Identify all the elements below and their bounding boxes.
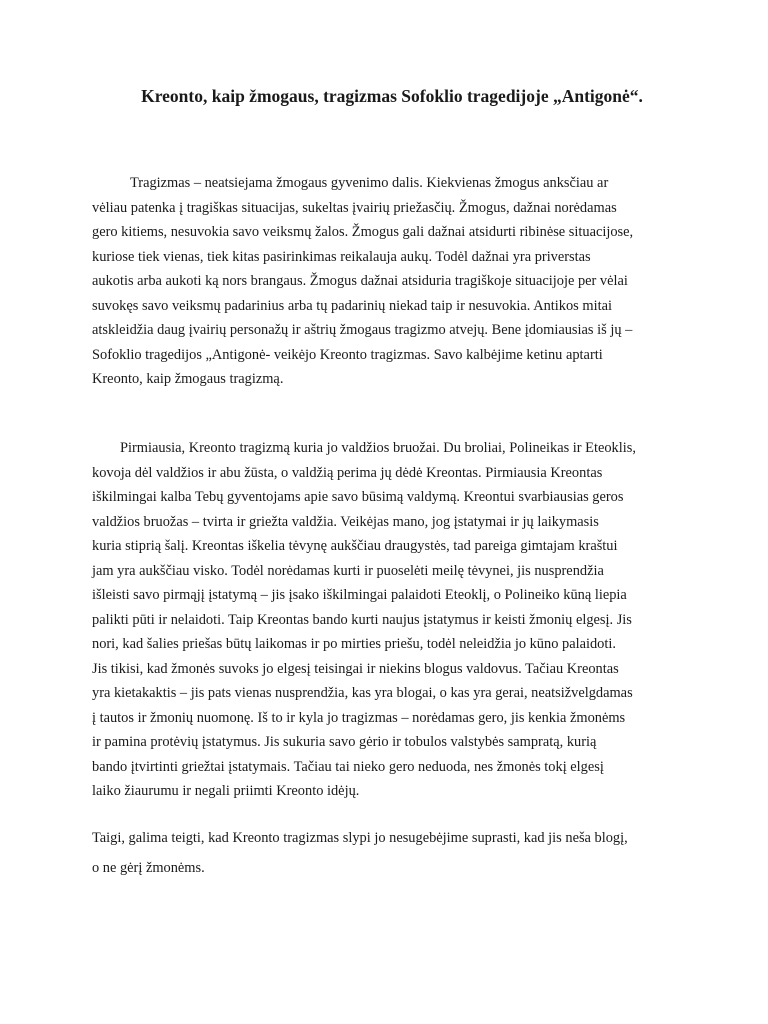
paragraph-body (92, 436, 682, 804)
paragraph-line: vėliau patenka į tragiškas situacijas, sukeltas įvairių priežasčių. Žmogus, dažnai norėdamas (92, 199, 617, 216)
paragraph-line: kuria stiprią šalį. Kreontas iškelia tėvynę aukščiau draugystės, tad pareiga gimtajam kraštui (92, 538, 618, 554)
paragraph-line: yra kietakaktis – jis pats vienas nusprendžia, kas yra blogai, o kas yra gerai, neatsižvelgdamas (92, 685, 633, 701)
paragraph-line: suvokęs savo veiksmų padarinius arba tų padarinių niekad taip ir nesuvokia. Antikos mitai (92, 297, 612, 314)
paragraph-line: atskleidžia daug įvairių personažų ir aštrių žmogaus tragizmo atvejų. Bene įdomiausias iš jų – (92, 322, 633, 338)
paragraph-line: kovoja dėl valdžios ir abu žūsta, o valdžią perima jų dėdė Kreontas. Pirmiausia Kreontas (92, 464, 603, 481)
paragraph-line: palikti pūti ir nelaidoti. Taip Kreontas bando kurti naujus įstatymus ir keisti žmonių elgesį. Jis (92, 611, 632, 628)
paragraph-line: Jis tikisi, kad žmonės suvoks jo elgesį teisingai ir niekins blogus valdovus. Tačiau Kreontas (92, 660, 619, 677)
document-title: Kreonto, kaip žmogaus, tragizmas Sofoklio tragedijoje „Antigonė“. (141, 86, 643, 106)
paragraph-line: gero kitiems, nesuvokia savo veiksmų žalos. Žmogus gali dažnai atsidurti ribinėse situacijose, (92, 224, 634, 240)
paragraph-line: Kreonto, kaip žmogaus tragizmą. (92, 371, 284, 387)
paragraph-line: jam yra aukščiau visko. Todėl norėdamas kurti ir puoselėti meilę tėvynei, jis nusprendžia (92, 562, 604, 579)
paragraph-line: kuriose tiek vienas, tiek kitas pasirinkimas reikalauja aukų. Todėl dažnai yra priverstas (92, 248, 591, 265)
paragraph-line: į tautos ir žmonių nuomonę. Iš to ir kyla jo tragizmas – norėdamas gero, jis kenkia žmonėms (92, 709, 626, 726)
paragraph-line: nori, kad šalies priešas būtų laikomas ir po mirties priešu, todėl neleidžia jo kūno palaidoti. (92, 636, 616, 652)
paragraph-line: laiko žiaurumu ir negali priimti Kreonto idėjų. (92, 783, 360, 799)
paragraph-line: Tragizmas – neatsiejama žmogaus gyvenimo dalis. Kiekvienas žmogus anksčiau ar (130, 175, 609, 191)
paragraph-line: išleisti savo pirmąjį įstatymą – jis įsako iškilmingai palaidoti Eteoklį, o Polineiko kūną liepia (92, 587, 627, 603)
paragraph-line: valdžios bruožas – tvirta ir griežta valdžia. Veikėjas mano, jog įstatymai ir jų laikymasis (92, 513, 599, 530)
paragraph-line: iškilmingai kalba Tebų gyventojams apie savo būsimą valdymą. Kreontui svarbiausias geros (92, 489, 624, 505)
paragraph-line: ir pamina protėvių įstatymus. Jis sukuria savo gėrio ir tobulos valstybės sampratą, kurią (92, 734, 597, 750)
paragraph-conclusion (92, 823, 682, 883)
paragraph-line: Sofoklio tragedijos „Antigonė- veikėjo Kreonto tragizmas. Savo kalbėjime ketinu aptarti (92, 346, 603, 363)
paragraph-line: o ne gėrį žmonėms. (92, 860, 205, 876)
paragraph-introduction (92, 171, 682, 392)
paragraph-line: Taigi, galima teigti, kad Kreonto tragizmas slypi jo nesugebėjime suprasti, kad jis neša blogį, (92, 830, 628, 846)
paragraph-line: bando įtvirtinti griežtai įstatymais. Tačiau tai nieko gero neduoda, nes žmonės tokį elgesį (92, 758, 604, 775)
paragraph-line: aukotis arba aukoti ką nors brangaus. Žmogus dažnai atsiduria tragiškoje situacijoje per vėlai (92, 273, 628, 289)
paragraph-line: Pirmiausia, Kreonto tragizmą kuria jo valdžios bruožai. Du broliai, Polineikas ir Eteoklis, (120, 440, 636, 456)
